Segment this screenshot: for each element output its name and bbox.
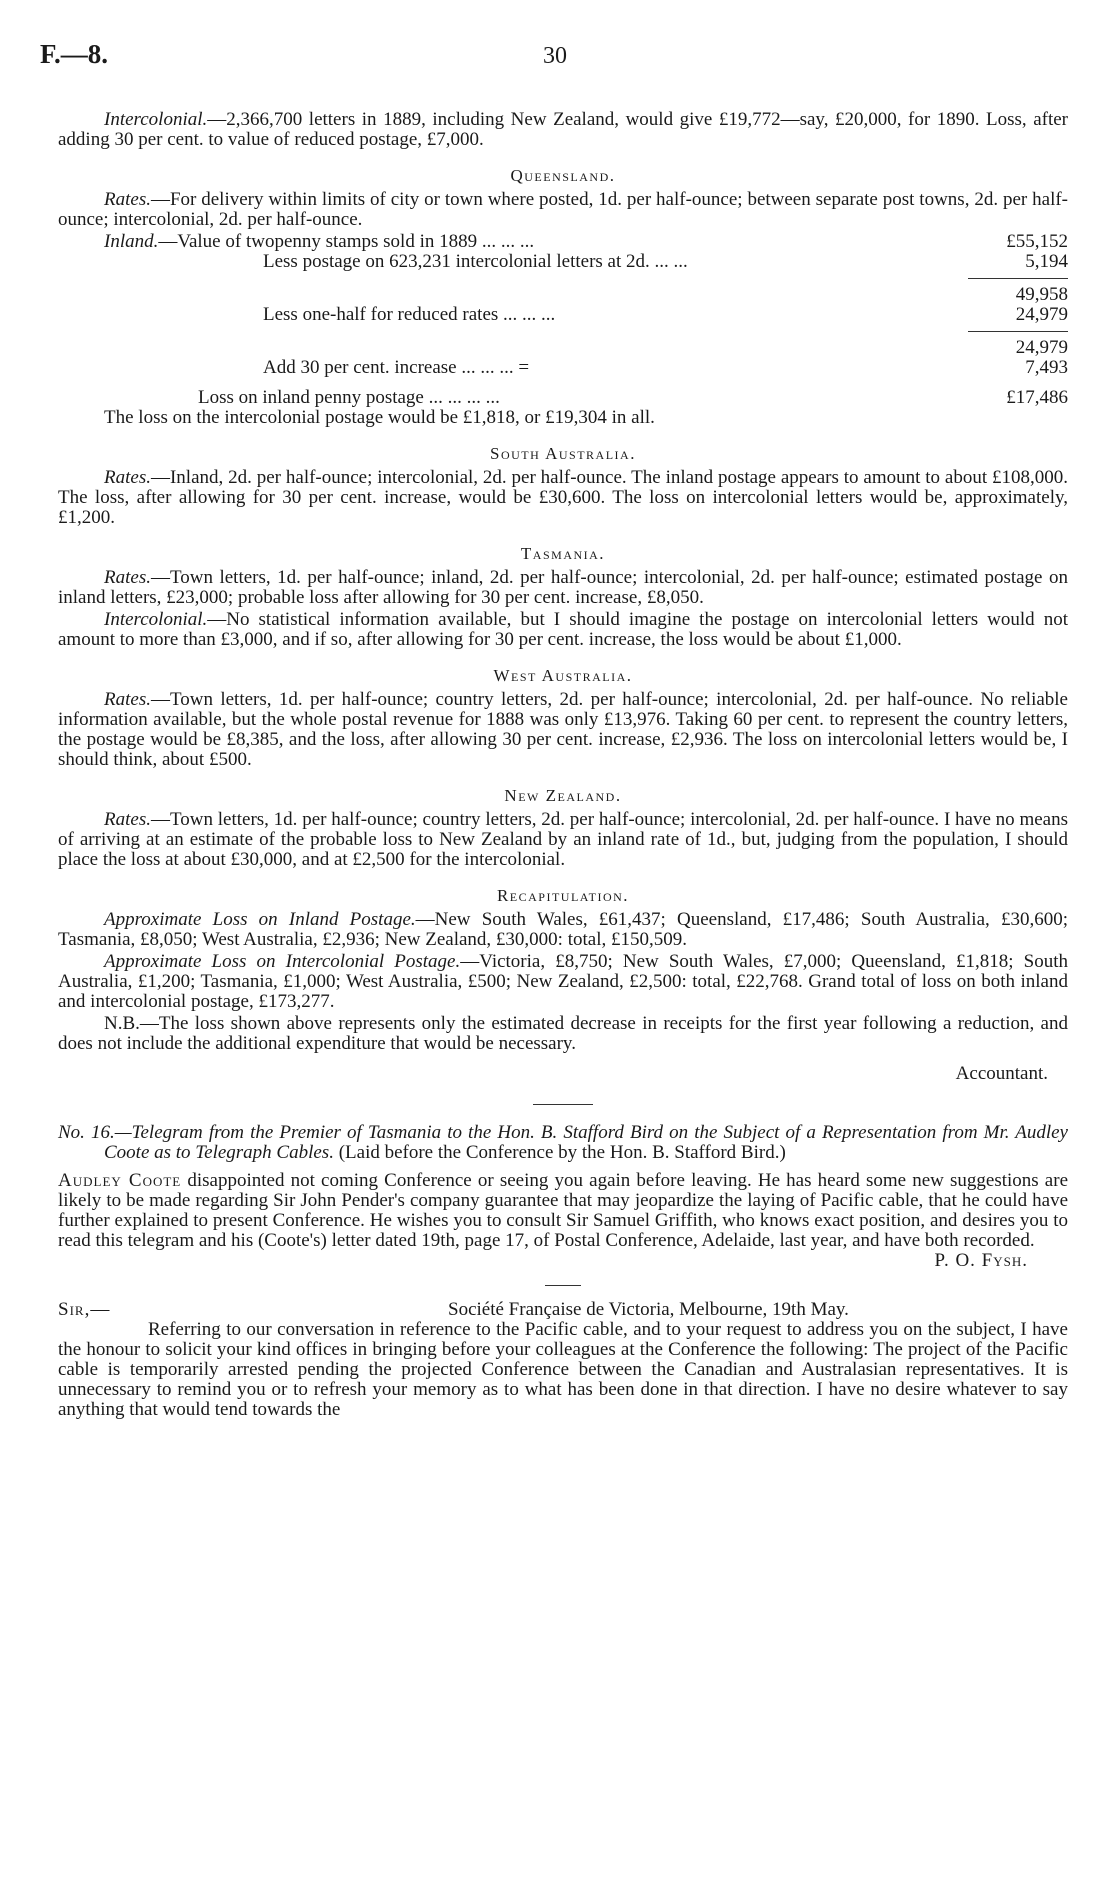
account-line-value: 7,493 (1025, 357, 1068, 378)
letter-body: Referring to our conversation in reference to the Pacific cable, and to your request to address you on the subject, I have the honour to solicit your kind offices in bringing before your colleagues at the Conference the following: The project of the Pacific cable is temporarily arrested pending the projected Conference between the Canadian and Australasian representatives. It is unnecessary to remind you or to refresh your memory as to what has been done in that direction. I have no desire whatever to say anything that would tend towards the (58, 1319, 1068, 1420)
account-line (58, 388, 1068, 408)
accountant-signoff: Accountant. (955, 1063, 1048, 1084)
west-australia-rates-text: —Town letters, 1d. per half-ounce; country letters, 2d. per half-ounce; intercolonial, 2d. per half-ounce. No reliable information available, but the whole postal revenue for 1888 was only £13,976. Taking 60 per cent. to represent the country letters, the postage would be £8,385, and the loss, after allowing 30 per cent. increase, £2,936. The loss on intercolonial letters would be, I should think, about £500. (58, 689, 1068, 770)
account-line (58, 252, 1068, 272)
page-reference: F.—8. (40, 39, 109, 69)
queensland-rates-label: Rates. (104, 189, 151, 210)
account-line (58, 358, 1068, 378)
section-heading-west-australia: West Australia. (493, 666, 633, 685)
no16-number: No. 16. (58, 1122, 115, 1143)
recap-intercolonial-label: Approximate Loss on Intercolonial Postage. (104, 951, 461, 972)
recap-nb-paragraph: N.B.—The loss shown above represents only the estimated decrease in receipts for the first year following a reduction, and does not include the additional expenditure that would be necessary. (58, 1013, 1068, 1054)
queensland-rates-paragraph (58, 190, 1068, 230)
account-line-text: —Value of twopenny stamps sold in 1889 ... ... ... (158, 231, 535, 252)
section-separator (533, 1104, 593, 1105)
page-content (58, 110, 1068, 1422)
intercolonial-paragraph (58, 110, 1068, 150)
intercolonial-text: —2,366,700 letters in 1889, including New Zealand, would give £19,772—say, £20,000, for 1890. Loss, after adding 30 per cent. to value of reduced postage, £7,000. (58, 109, 1068, 150)
account-line-value: £17,486 (1006, 387, 1068, 408)
tasmania-rates-label: Rates. (104, 567, 151, 588)
queensland-closing: The loss on the intercolonial postage would be £1,818, or £19,304 in all. (104, 407, 655, 428)
account-line-value: £55,152 (1006, 231, 1068, 252)
tasmania-intercolonial-text: —No statistical information available, but I should imagine the postage on intercolonial letters would not amount to more than £3,000, and if so, after allowing for 30 per cent. increase, the loss would be about £1,000. (58, 609, 1068, 650)
short-separator (545, 1285, 581, 1286)
section-heading-queensland: Queensland. (510, 166, 616, 185)
telegram-sender-name: Audley Coote (58, 1170, 182, 1191)
telegram-body-text: disappointed not coming Conference or seeing you again before leaving. He has heard some new suggestions are likely to be made regarding Sir John Pender's company guarantee that may jeopardize the laying of Pacific cable, that he could have further explained to present Conference. He wishes you to consult Sir Samuel Griffith, who knows exact position, and desires you to read this telegram and his (Coote's) letter dated 19th, page 17, of Postal Conference, Adelaide, last year, and have both recorded. (58, 1170, 1068, 1251)
account-line-text: Less postage on 623,231 intercolonial letters at 2d. ... ... (263, 251, 688, 272)
account-line-text (263, 338, 948, 358)
account-line-text: Less one-half for reduced rates ... ... ... (263, 304, 556, 325)
telegram-signature: P. O. Fysh. (934, 1250, 1028, 1271)
section-heading-south-australia: South Australia. (490, 444, 636, 463)
tasmania-rates-paragraph (58, 568, 1068, 608)
account-line-value: 5,194 (1025, 251, 1068, 272)
no16-title (58, 1123, 1068, 1163)
page-header (40, 39, 1070, 74)
account-line (58, 338, 1068, 358)
account-line (58, 305, 1068, 325)
recap-intercolonial-text: —Victoria, £8,750; New South Wales, £7,000; Queensland, £1,818; South Australia, £1,200; Tasmania, £1,000; West Australia, £500; New Zealand, £2,500: total, £22,768. Grand total of loss on both inland and intercolonial postage, £173,277. (58, 951, 1068, 1012)
account-line-text: Loss on inland penny postage ... ... ... ... (198, 387, 500, 408)
no16-laid-note: (Laid before the Conference by the Hon. B. Stafford Bird.) (338, 1142, 786, 1163)
account-line (58, 285, 1068, 305)
sum-rule (968, 331, 1068, 332)
new-zealand-rates-label: Rates. (104, 809, 151, 830)
new-zealand-paragraph (58, 810, 1068, 870)
page-number: 30 (543, 43, 567, 69)
new-zealand-rates-text: —Town letters, 1d. per half-ounce; country letters, 2d. per half-ounce; intercolonial, 2d. per half-ounce. I have no means of arriving at an estimate of the probable loss to New Zealand by an inland rate of 1d., but, judging from the population, I should place the loss at about £30,000, and at £2,500 for the intercolonial. (58, 809, 1068, 870)
letter-address: Société Française de Victoria, Melbourne, 19th May. (448, 1299, 849, 1320)
tasmania-intercolonial-label: Intercolonial. (104, 609, 208, 630)
account-line-value: 24,979 (1015, 304, 1068, 325)
south-australia-rates-text: —Inland, 2d. per half-ounce; intercolonial, 2d. per half-ounce. The inland postage appears to amount to about £108,000. The loss, after allowing for 30 per cent. increase, would be £30,600. The loss on intercolonial letters would be, approximately, £1,200. (58, 467, 1068, 528)
no16-title-text: —Telegram from the Premier of Tasmania to the Hon. B. Stafford Bird on the Subject of a Representation from Mr. Audley Coote as to Telegraph Cables. (104, 1122, 1068, 1163)
west-australia-paragraph (58, 690, 1068, 770)
south-australia-paragraph (58, 468, 1068, 528)
letter-salutation: Sir,— (58, 1299, 111, 1320)
south-australia-rates-label: Rates. (104, 467, 151, 488)
queensland-rates-text: —For delivery within limits of city or town where posted, 1d. per half-ounce; between separate post towns, 2d. per half-ounce; intercolonial, 2d. per half-ounce. (58, 189, 1068, 230)
letter-heading (58, 1300, 1068, 1320)
sum-rule (968, 278, 1068, 279)
section-heading-new-zealand: New Zealand. (504, 786, 622, 805)
recap-inland-paragraph (58, 910, 1068, 950)
tasmania-intercolonial-paragraph (58, 610, 1068, 650)
account-line-text (263, 285, 948, 305)
recap-inland-label: Approximate Loss on Inland Postage. (104, 909, 416, 930)
account-line-value: 24,979 (1015, 337, 1068, 358)
west-australia-rates-label: Rates. (104, 689, 151, 710)
account-line (58, 232, 1068, 252)
section-heading-tasmania: Tasmania. (520, 544, 606, 563)
telegram-body (58, 1171, 1068, 1251)
account-line-value: 49,958 (1015, 284, 1068, 305)
intercolonial-label: Intercolonial. (104, 109, 208, 130)
section-heading-recapitulation: Recapitulation. (496, 886, 630, 905)
account-line-text: Add 30 per cent. increase ... ... ... = (263, 357, 530, 378)
recap-inland-text: —New South Wales, £61,437; Queensland, £17,486; South Australia, £30,600; Tasmania, £8,050; West Australia, £2,936; New Zealand, £30,000: total, £150,509. (58, 909, 1068, 950)
tasmania-rates-text: —Town letters, 1d. per half-ounce; inland, 2d. per half-ounce; intercolonial, 2d. per half-ounce; estimated postage on inland letters, £23,000; probable loss after allowing for 30 per cent. increase, £8,050. (58, 567, 1068, 608)
queensland-inland-label: Inland. (104, 231, 159, 252)
recap-intercolonial-paragraph (58, 952, 1068, 1012)
